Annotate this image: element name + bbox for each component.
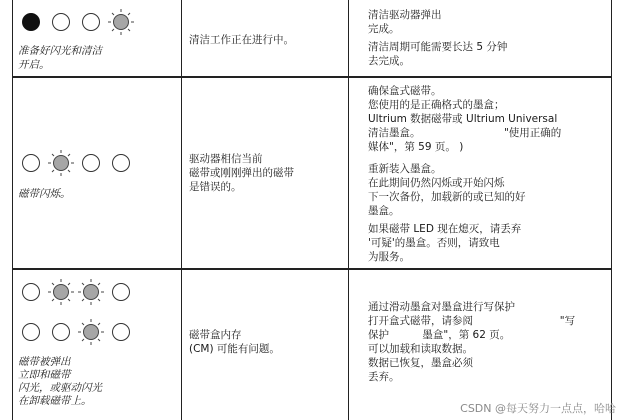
led-indicators-icon xyxy=(20,149,150,177)
watermark: CSDN @每天努力一点点，哈哈 xyxy=(460,402,616,415)
indicator-caption-line: 准备好闪光和清洁 xyxy=(18,45,102,57)
action-text: 下一次备份，加载新的或已知的好 xyxy=(368,191,526,203)
action-text: 打开盒式磁带，请参阅 "写 xyxy=(368,315,576,327)
table-border-col2 xyxy=(348,0,349,420)
table-border-left xyxy=(12,0,13,420)
action-text: 可以加载和读取数据。 xyxy=(368,343,473,355)
condition-text: 是错误的。 xyxy=(189,181,242,193)
led-row2 xyxy=(20,149,150,181)
row-divider-1 xyxy=(12,76,612,78)
table-border-right xyxy=(611,0,612,420)
action-text: 您使用的是正确格式的墨盒； xyxy=(368,99,505,111)
action-text: 丢弃。 xyxy=(368,371,400,383)
action-text: Ultrium 数据磁带或 Ultrium Universal xyxy=(368,113,558,125)
action-cell xyxy=(368,84,561,264)
indicator-caption-line: 磁带被弹出 xyxy=(18,356,71,368)
action-text: 完成。 xyxy=(368,23,400,35)
action-text: 保护 墨盒"，第 62 页。 xyxy=(368,329,511,341)
condition-cell xyxy=(189,152,294,194)
led-indicators-icon xyxy=(20,278,150,306)
action-text: 墨盒。 xyxy=(368,205,400,217)
action-text: 媒体"，第 59 页。 ) xyxy=(368,141,464,153)
row-divider-2 xyxy=(12,268,612,270)
action-text: 清洁驱动器弹出 xyxy=(368,9,442,21)
condition-text: 磁带盒内存 xyxy=(189,329,242,341)
condition-text: (CM) 可能有问题。 xyxy=(189,343,280,355)
indicator-caption-line: 开启。 xyxy=(18,59,50,71)
condition-cell xyxy=(189,328,280,356)
led-row1 xyxy=(20,8,150,40)
indicator-caption-line: 立即和磁带 xyxy=(18,369,71,381)
action-text: 确保盒式磁带。 xyxy=(368,85,442,97)
led-indicators-icon xyxy=(20,318,150,346)
indicator-caption-line: 闪光，或驱动闪光 xyxy=(18,382,102,394)
condition-text: 磁带或刚刚弹出的磁带 xyxy=(189,167,294,179)
action-text: 为服务。 xyxy=(368,251,410,263)
indicator-caption-line: 磁带闪烁。 xyxy=(18,188,71,200)
action-text: 如果磁带 LED 现在熄灭，请丢弃 xyxy=(368,223,522,235)
action-text: 在此期间仍然闪烁或开始闪烁 xyxy=(368,177,505,189)
action-text: 重新装入墨盒。 xyxy=(368,163,442,175)
condition-text: 驱动器相信当前 xyxy=(189,153,263,165)
led-row3-bottom xyxy=(20,318,150,350)
action-text: 清洁周期可能需要长达 5 分钟 xyxy=(368,41,508,53)
action-cell xyxy=(368,8,507,68)
indicator-caption-line: 在卸载磁带上。 xyxy=(18,395,92,407)
table-border-col1 xyxy=(181,0,182,420)
action-text: 去完成。 xyxy=(368,55,410,67)
condition-cell xyxy=(189,33,294,47)
condition-text: 清洁工作正在进行中。 xyxy=(189,34,294,46)
action-text: '可疑'的墨盒。否则，请致电 xyxy=(368,237,500,249)
action-cell xyxy=(368,300,575,384)
action-text: 数据已恢复，墨盒必须 xyxy=(368,357,473,369)
action-text: 清洁墨盒。 "使用正确的 xyxy=(368,127,562,139)
led-row3-top xyxy=(20,278,150,310)
led-indicators-icon xyxy=(20,8,150,36)
action-text: 通过滑动墨盒对墨盒进行写保护 xyxy=(368,301,515,313)
